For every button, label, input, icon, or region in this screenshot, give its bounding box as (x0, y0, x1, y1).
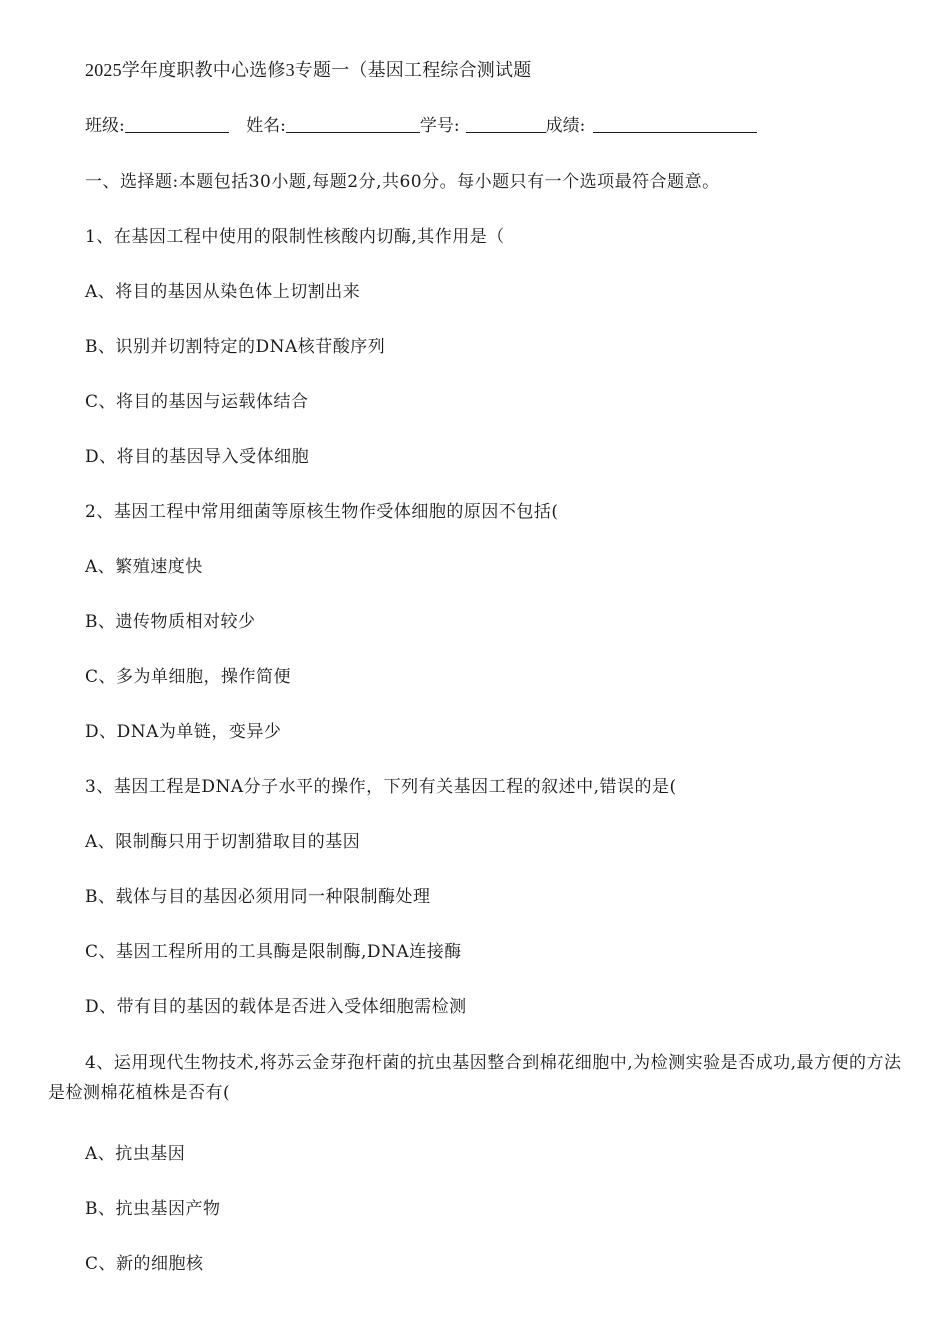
question-1-option-a: A、将目的基因从染色体上切割出来 (85, 282, 361, 302)
student-info-row (85, 114, 757, 138)
question-2-option-b: B、遗传物质相对较少 (85, 612, 256, 632)
question-2-option-a: A、繁殖速度快 (85, 557, 203, 577)
class-blank[interactable] (125, 116, 229, 133)
section-heading: 一、选择题:本题包括30小题,每题2分,共60分。每小题只有一个选项最符合题意。 (85, 172, 720, 192)
question-3-option-c: C、基因工程所用的工具酶是限制酶,DNA连接酶 (85, 942, 462, 962)
question-4-option-a: A、抗虫基因 (85, 1144, 186, 1164)
name-blank[interactable] (286, 116, 420, 133)
question-3-stem: 3、基因工程是DNA分子水平的操作，下列有关基因工程的叙述中,错误的是( (85, 777, 677, 797)
question-1-option-b: B、识别并切割特定的DNA核苷酸序列 (85, 337, 386, 357)
name-label: 姓名: (246, 116, 286, 136)
question-1-option-c: C、将目的基因与运载体结合 (85, 392, 309, 412)
question-2-stem: 2、基因工程中常用细菌等原核生物作受体细胞的原因不包括( (85, 502, 559, 522)
score-blank[interactable] (593, 116, 757, 133)
question-4-stem: 4、运用现代生物技术,将苏云金芽孢杆菌的抗虫基因整合到棉花细胞中,为检测实验是否成功,最方便的方法是检测棉花植株是否有( (48, 1053, 902, 1103)
question-3-option-a: A、限制酶只用于切割猎取目的基因 (85, 832, 361, 852)
score-label: 成绩: (545, 116, 586, 136)
question-1-stem: 1、在基因工程中使用的限制性核酸内切酶,其作用是（ (85, 227, 505, 247)
question-2-option-c: C、多为单细胞，操作简便 (85, 667, 292, 687)
question-2-option-d: D、DNA为单链，变异少 (85, 722, 282, 742)
id-label: 学号: (419, 116, 460, 136)
question-4-option-c: C、新的细胞核 (85, 1254, 204, 1274)
document-title: 2025学年度职教中心选修3专题一（基因工程综合测试题 (85, 60, 532, 80)
question-4-option-b: B、抗虫基因产物 (85, 1199, 221, 1219)
question-1-option-d: D、将目的基因导入受体细胞 (85, 447, 310, 467)
id-blank[interactable] (466, 116, 546, 133)
question-3-option-d: D、带有目的基因的载体是否进入受体细胞需检测 (85, 997, 467, 1017)
question-3-option-b: B、载体与目的基因必须用同一种限制酶处理 (85, 887, 431, 907)
class-label: 班级: (85, 116, 125, 136)
